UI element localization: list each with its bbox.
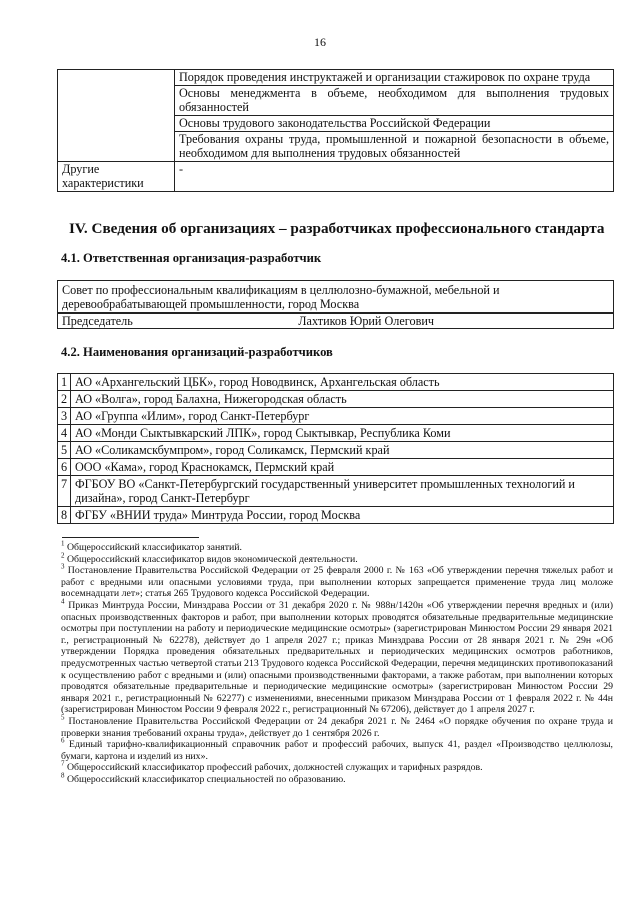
table-row <box>58 313 614 329</box>
chair-row <box>58 313 614 329</box>
characteristics-table <box>57 69 614 192</box>
responsible-org-table <box>57 280 614 329</box>
table-row <box>58 425 614 442</box>
knowledge-item: Требования охраны труда, промышленной и пожарной безопасности в объеме, необходимом для выполнения трудовых обязанностей <box>175 132 614 162</box>
footnote <box>61 551 613 566</box>
footnote-marker: 7 <box>61 760 65 769</box>
other-characteristics-value: - <box>175 162 614 192</box>
row-number: 2 <box>58 391 71 408</box>
row-number: 5 <box>58 442 71 459</box>
table-row <box>58 476 614 507</box>
footnote-marker: 3 <box>61 562 65 571</box>
footnote-text: Общероссийский классификатор профессий рабочих, должностей служащих и тарифных разрядов. <box>66 762 483 774</box>
chair-role: Председатель <box>62 314 133 328</box>
table-row <box>58 408 614 425</box>
org-cell: АО «Группа «Илим», город Санкт-Петербург <box>71 408 614 425</box>
developers-table <box>57 373 614 524</box>
table-row <box>58 70 614 86</box>
footnotes <box>61 539 614 785</box>
empty-cell <box>58 70 175 162</box>
footnote <box>61 736 613 762</box>
row-number: 3 <box>58 408 71 425</box>
footnote-separator <box>62 537 199 538</box>
row-number: 6 <box>58 459 71 476</box>
footnote <box>61 562 613 600</box>
table-row <box>58 281 614 313</box>
table-row <box>58 391 614 408</box>
footnote <box>61 597 613 716</box>
footnote <box>61 539 613 554</box>
row-number: 1 <box>58 374 71 391</box>
footnote-marker: 2 <box>61 551 65 560</box>
row-number: 4 <box>58 425 71 442</box>
knowledge-item: Основы менеджмента в объеме, необходимом для выполнения трудовых обязанностей <box>175 86 614 116</box>
table-row <box>58 507 614 524</box>
chair-line <box>58 313 613 328</box>
row-number: 7 <box>58 476 71 507</box>
table-row <box>58 374 614 391</box>
footnote-text: Постановление Правительства Российской Федерации от 25 февраля 2000 г. № 163 «Об утверждении перечня тяжелых работ и работ с вредными или опасными условиями труда, при выполнении которых запрещается применение труда лиц моложе восемнадцати лет»; статья 265 Трудового кодекса Российской Федерации. <box>61 565 613 600</box>
org-cell: АО «Волга», город Балахна, Нижегородская область <box>71 391 614 408</box>
table-row <box>58 459 614 476</box>
section-title: IV. Сведения об организациях – разработчиках профессионального стандарта <box>69 220 605 237</box>
footnote <box>61 771 613 786</box>
footnote-text: Единый тарифно-квалификационный справочник работ и профессий рабочих, выпуск 41, раздел «Производство целлюлозы, бумаги, картона и изделий из них». <box>61 739 613 762</box>
footnote-text: Общероссийский классификатор специальностей по образованию. <box>66 773 346 785</box>
responsible-org-name <box>58 281 614 313</box>
footnote-text: Общероссийский классификатор занятий. <box>66 542 242 553</box>
footnote-marker: 1 <box>61 539 65 548</box>
footnote-marker: 8 <box>61 771 65 780</box>
footnote <box>61 713 614 739</box>
org-cell: АО «Соликамскбумпром», город Соликамск, Пермский край <box>71 442 614 459</box>
org-cell: АО «Монди Сыктывкарский ЛПК», город Сыктывкар, Республика Коми <box>71 425 614 442</box>
footnote-marker: 4 <box>61 597 65 606</box>
knowledge-item: Основы трудового законодательства Российской Федерации <box>175 116 614 132</box>
org-cell: АО «Архангельский ЦБК», город Новодвинск, Архангельская область <box>71 374 614 391</box>
page-number: 16 <box>314 35 326 49</box>
org-cell: ФГБОУ ВО «Санкт-Петербургский государственный университет промышленных технологий и дизайна», город Санкт-Петербург <box>71 476 614 507</box>
org-name: Совет по профессиональным квалификациям в целлюлозно-бумажной, мебельной и деревообрабатывающей промышленности, город Москва <box>62 283 500 311</box>
subsection-title: 4.2. Наименования организаций-разработчиков <box>61 345 333 359</box>
org-cell: ООО «Кама», город Краснокамск, Пермский край <box>71 459 614 476</box>
row-number: 8 <box>58 507 71 524</box>
footnote <box>61 762 613 774</box>
footnote-marker: 5 <box>61 713 65 722</box>
table-row <box>58 442 614 459</box>
footnote-text: Приказ Минтруда России, Минздрава России от 31 декабря 2020 г. № 988н/1420н «Об утверждении перечня вредных и (или) опасных производственных факторов и работ, при выполнении которых проводятся обязательные предварительные медицинские осмотры при поступлении на работу и периодические медицинские осмотры» (зарегистрирован Минюстом России 29 января 2021 г., регистрационный № 62278), действует до 1 апреля 2027 г.; приказ Минздрава России от 28 января 2021 г. № 29н «Об утверждении Порядка проведения обязательных предварительных и периодических медицинских осмотров работников, предусмотренных частью четвертой статьи 213 Трудового кодекса Российской Федерации, перечня медицинских противопоказаний к осуществлению работ с вредными и (или) опасными производственными факторами, а также работам, при выполнении которых проводятся обязательные предварительные и периодические медицинские осмотры» (зарегистрирован Минюстом России 29 января 2021 г., регистрационный № 62277) с изменениями, внесенными приказом Минздрава России от 1 февраля 2022 г. № 44н (зарегистрирован Минюстом России 9 февраля 2022 г., регистрационный № 67206), действует до 1 апреля 2027 г. <box>61 599 613 716</box>
chair-person: Лахтиков Юрий Олегович <box>298 314 434 328</box>
table-row <box>58 162 614 192</box>
other-characteristics-label: Другие характеристики <box>58 162 175 192</box>
footnote-marker: 6 <box>61 736 65 745</box>
org-cell: ФГБУ «ВНИИ труда» Минтруда России, город Москва <box>71 507 614 524</box>
knowledge-item: Порядок проведения инструктажей и организации стажировок по охране труда <box>175 70 614 86</box>
footnote-text: Постановление Правительства Российской Федерации от 24 декабря 2021 г. № 2464 «О порядке обучения по охране труда и проверки знания требований охраны труда», действует до 1 сентября 2026 г. <box>61 715 614 739</box>
subsection-title: 4.1. Ответственная организация-разработчик <box>61 251 322 265</box>
footnote-text: Общероссийский классификатор видов экономической деятельности. <box>66 553 358 565</box>
